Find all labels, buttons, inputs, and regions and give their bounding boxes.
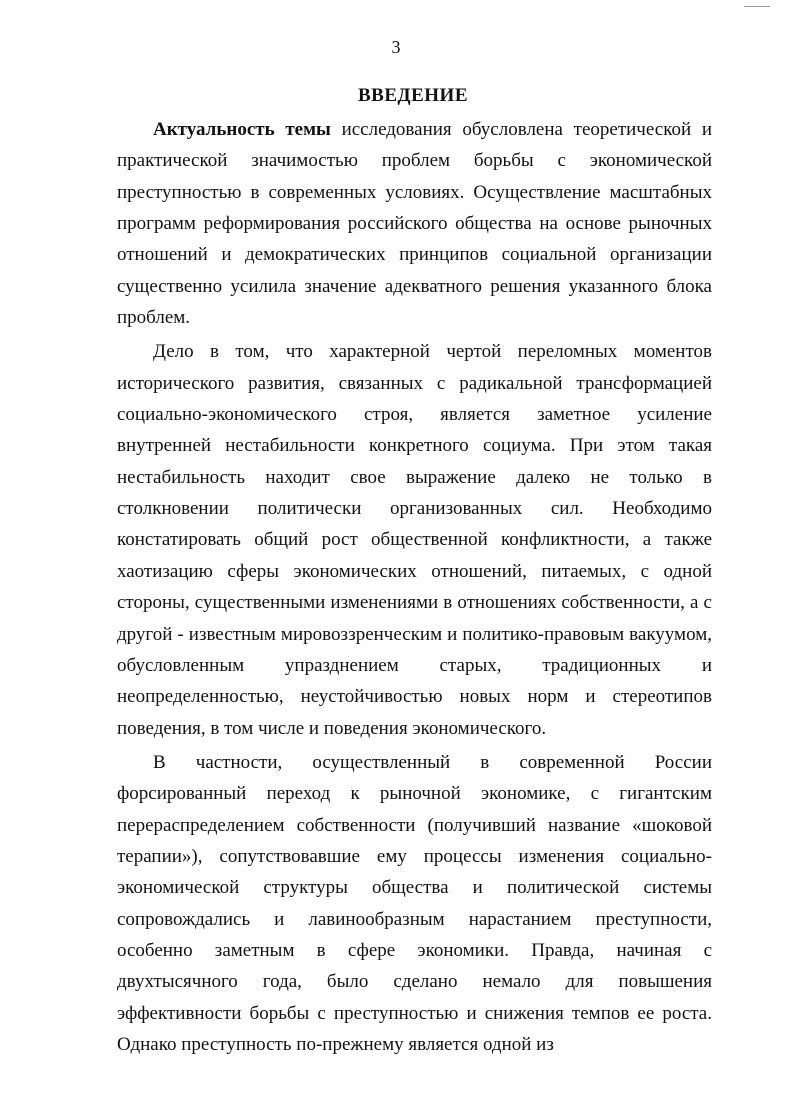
scan-edge-mark xyxy=(744,6,770,7)
body-text xyxy=(117,114,712,1060)
paragraph-3-text: В частности, осуществленный в современной России форсированный переход к рыночной экономике, с гигантским перераспределением собственности (получивший название «шоковой терапии»), сопутствовавшие ему процессы изменения социально-экономической структуры общества и политической системы сопровождались и лавинообразным нарастанием преступности, особенно заметным в сфере экономики. Правда, начиная с двухтысячного года, было сделано немало для повышения эффективности борьбы с преступностью и снижения темпов ее роста. Однако преступность по-прежнему является одной из xyxy=(117,751,712,1055)
relevance-lead-term: Актуальность темы xyxy=(153,119,331,140)
paragraph-transformation xyxy=(117,336,712,743)
page-title: ВВЕДЕНИЕ xyxy=(358,85,468,106)
page-number: 3 xyxy=(391,37,401,57)
paragraph-relevance xyxy=(117,114,712,333)
paragraph-market-transition xyxy=(117,747,712,1060)
paragraph-1-text: исследования обусловлена теоретической и практической значимостью проблем борьбы с экономической преступностью в современных условиях. Осуществление масштабных программ реформирования российского общества на основе рыночных отношений и демократических принципов социальной организации существенно усилила значение адекватного решения указанного блока проблем. xyxy=(117,119,712,329)
paragraph-2-text: Дело в том, что характерной чертой переломных моментов исторического развития, связанных с радикальной трансформацией социально-экономического строя, является заметное усиление внутренней нестабильности конкретного социума. При этом такая нестабильность находит свое выражение далеко не только в столкновении политически организованных сил. Необходимо констатировать общий рост общественной конфликтности, а также хаотизацию сферы экономических отношений, питаемых, с одной стороны, существенными изменениями в отношениях собственности, а с другой - известным мировоззренческим и политико-правовым вакуумом, обусловленным упразднением старых, традиционных и неопределенностью, неустойчивостью новых норм и стереотипов поведения, в том числе и поведения экономического. xyxy=(117,341,712,739)
